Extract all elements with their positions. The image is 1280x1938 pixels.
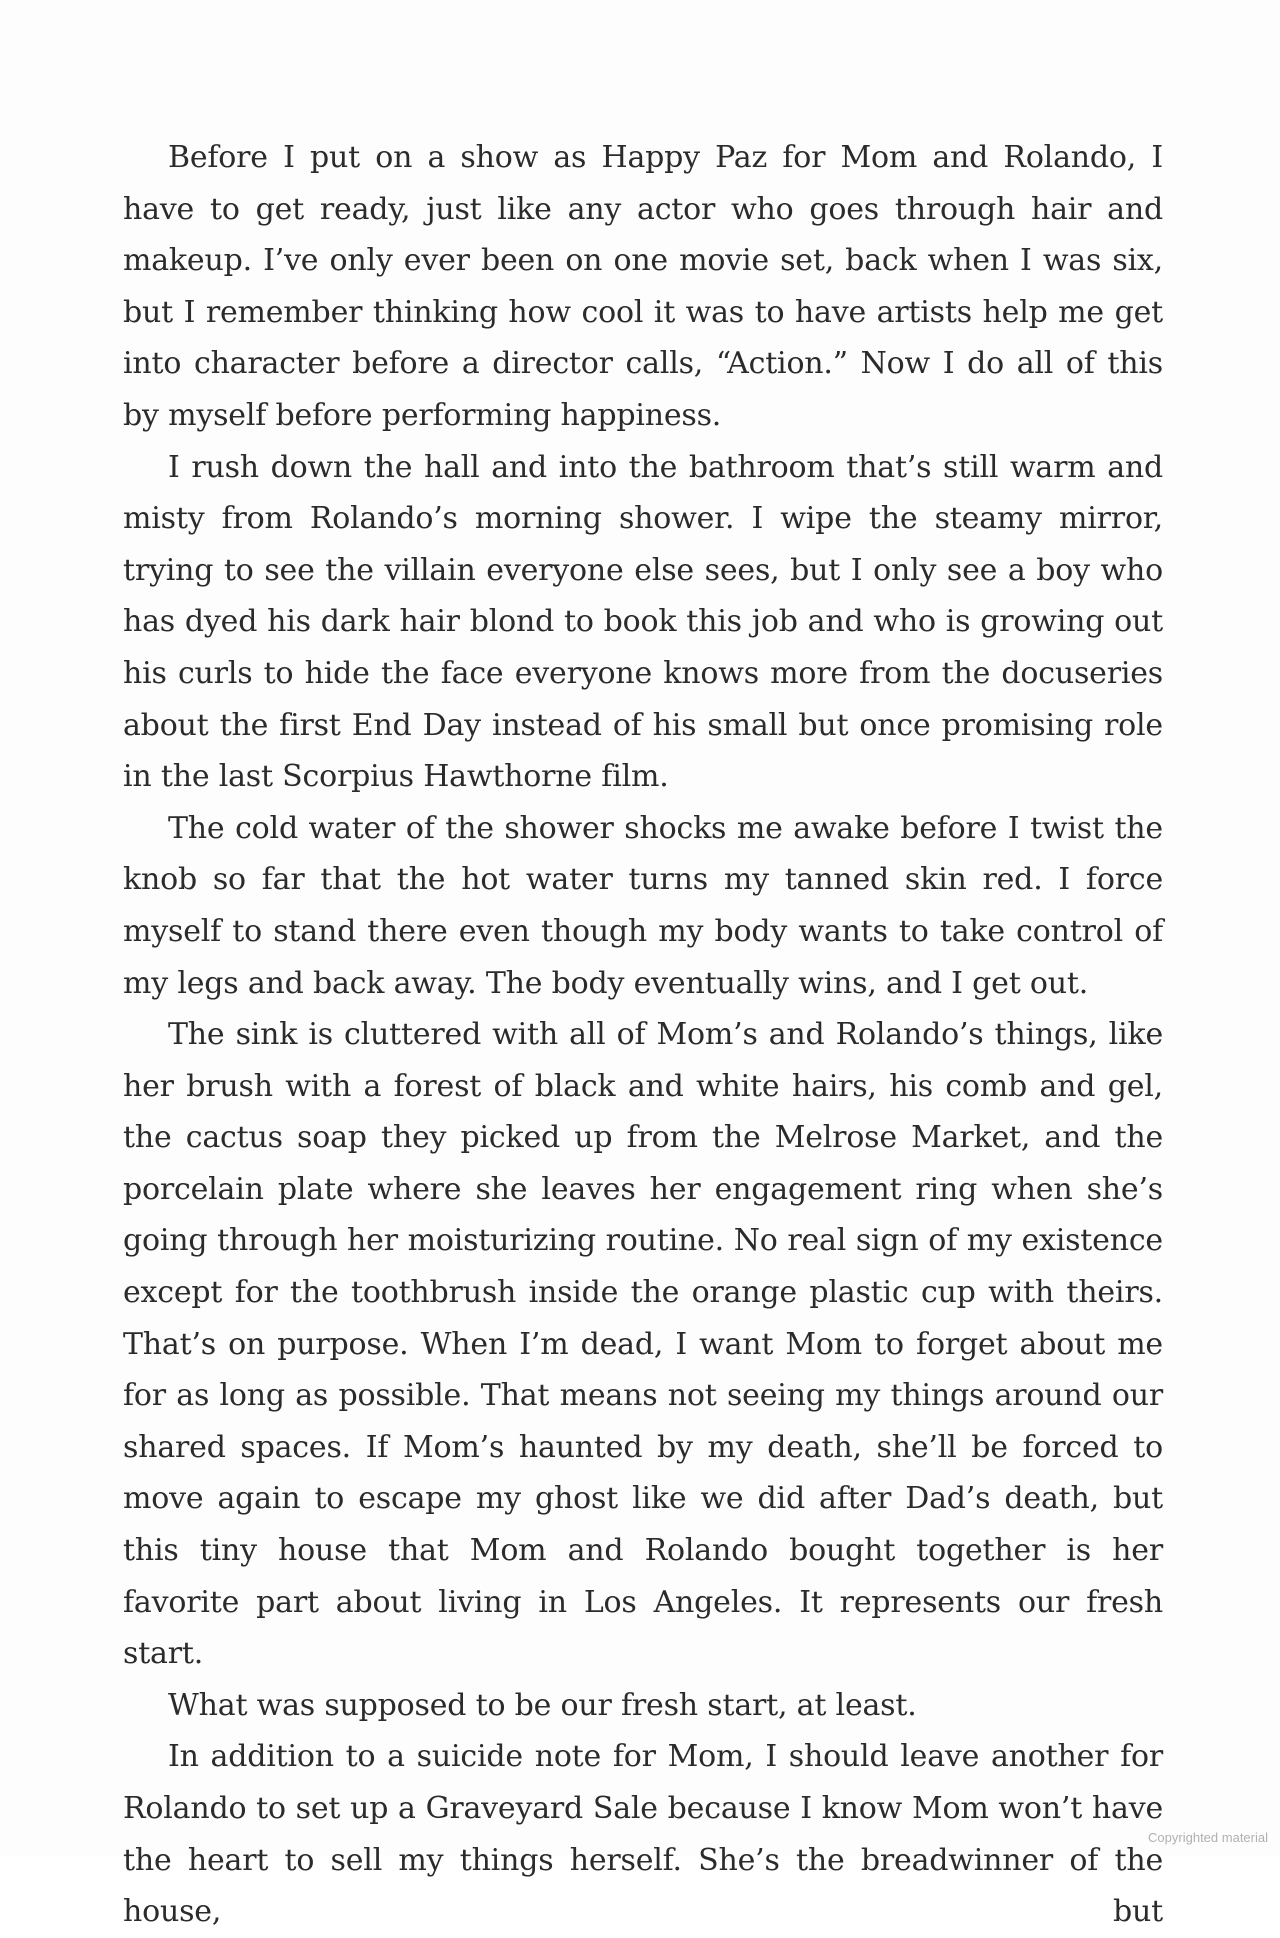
paragraph-4: The sink is cluttered with all of Mom’s and Rolando’s things, like her brush with a forest of black and white hairs, his comb and gel, the cactus soap they picked up from the Melrose Market, and the porcelain plate where she leaves her engagement ring when she’s going through her moisturizing routine. No real sign of my existence except for the toothbrush inside the orange plastic cup with theirs. That’s on purpose. When I’m dead, I want Mom to forget about me for as long as possible. That means not seeing my things around our shared spaces. If Mom’s haunted by my death, she’ll be forced to move again to escape my ghost like we did after Dad’s death, but this tiny house that Mom and Rolando bought together is her favorite part about living in Los Angeles. It represents our fresh start.	[123, 1017, 1163, 1672]
paragraph-6: In addition to a suicide note for Mom, I should leave another for Rolando to set up a Graveyard Sale because I know Mom won’t have the heart to sell my things herself. She’s the breadwinner of the house, but	[123, 1739, 1163, 1930]
paragraph-1: Before I put on a show as Happy Paz for Mom and Rolando, I have to get ready, just like any actor who goes through hair and makeup. I’ve only ever been on one movie set, back when I was six, but I remember thinking how cool it was to have artists help me get into character before a director calls, “Action.” Now I do all of this by myself before performing happiness.	[123, 140, 1163, 433]
paragraph-5: What was supposed to be our fresh start, at least.	[168, 1687, 917, 1723]
paragraph-3: The cold water of the shower shocks me awake before I twist the knob so far that the hot water turns my tanned skin red. I force myself to stand there even though my body wants to take control of my legs and back away. The body eventually wins, and I get out.	[123, 810, 1163, 1001]
paragraph-2: I rush down the hall and into the bathroom that’s still warm and misty from Rolando’s morning shower. I wipe the steamy mirror, trying to see the villain everyone else sees, but I only see a boy who has dyed his dark hair blond to book this job and who is growing out his curls to hide the face everyone knows more from the docuseries about the first End Day instead of his small but once promising role in the last Scorpius Hawthorne film.	[123, 449, 1163, 795]
body-text	[123, 132, 1163, 1938]
copyright-watermark: Copyrighted material	[1148, 1830, 1268, 1845]
